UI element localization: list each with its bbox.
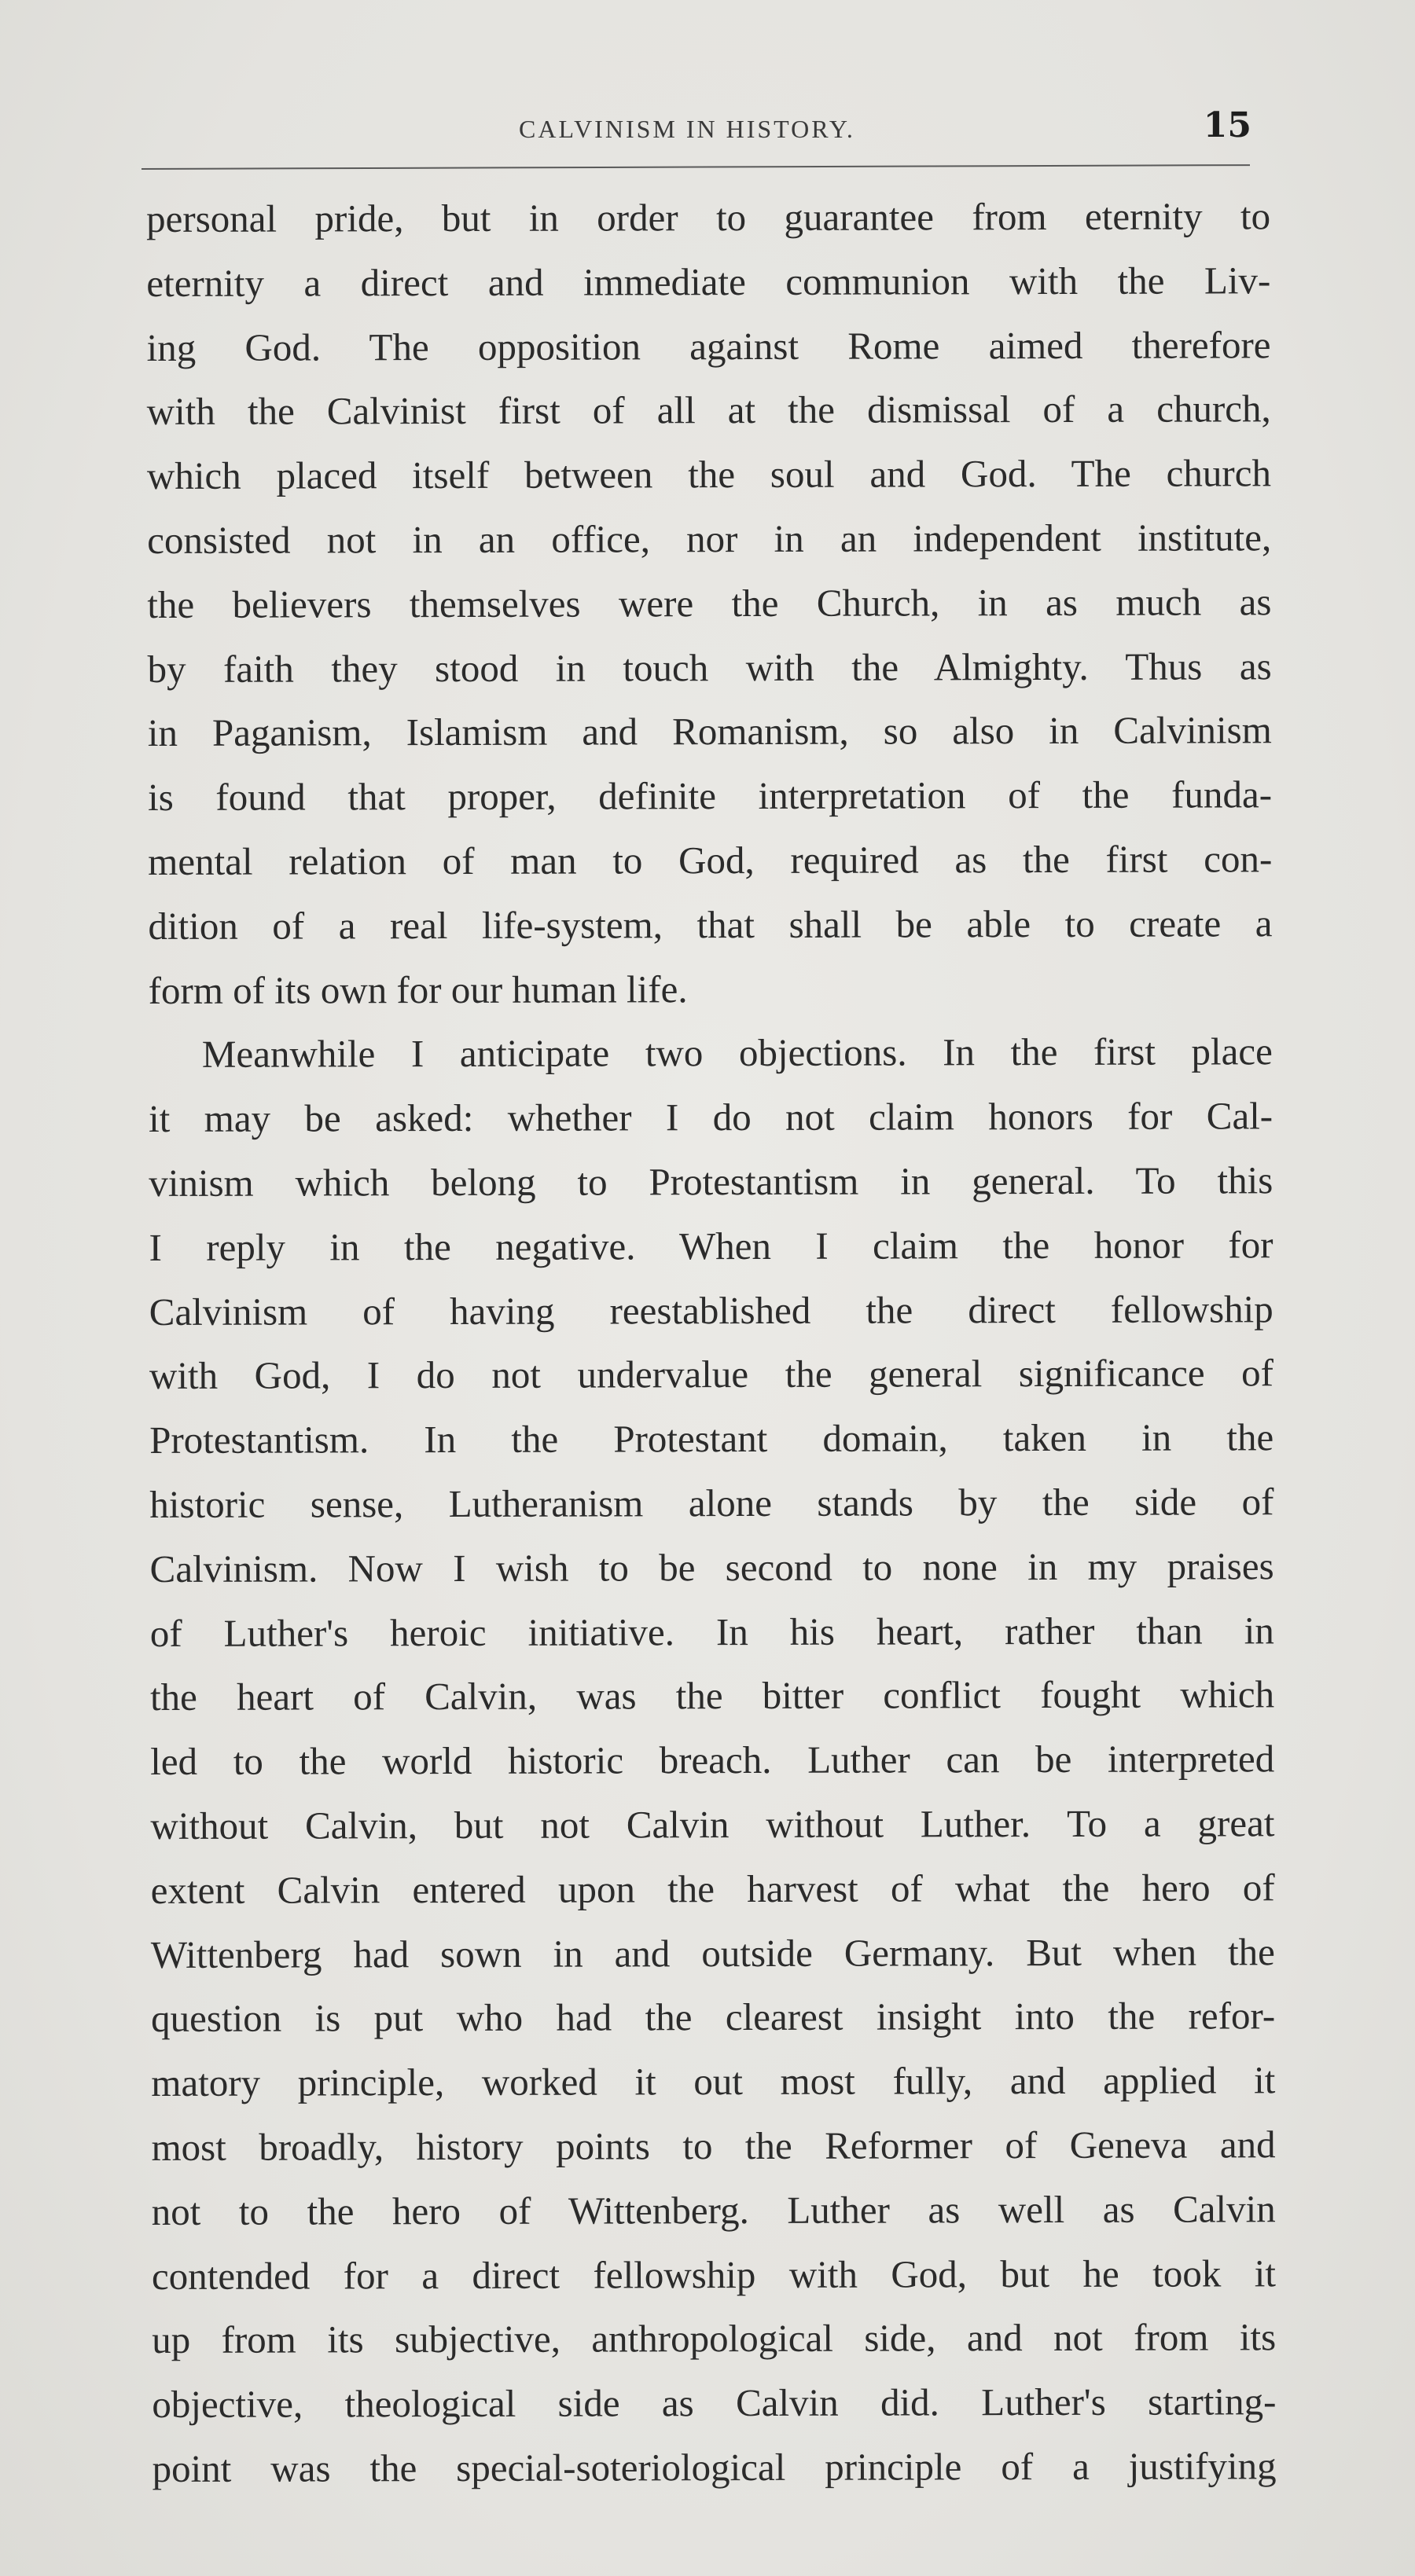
text-line: Calvinism of having reestablished the direct fellowship	[149, 1286, 1274, 1334]
text-line: contended for a direct fellowship with God, but he took it	[151, 2251, 1277, 2298]
text-line: not to the hero of Wittenberg. Luther as well as Calvin	[151, 2186, 1276, 2233]
text-line: is found that proper, definite interpretation of the funda-	[147, 772, 1273, 820]
body-text	[146, 184, 1277, 2501]
text-line: dition of a real life-system, that shall be able to create a	[148, 901, 1273, 948]
text-line: personal pride, but in order to guarantee from eternity to	[146, 194, 1271, 240]
text-line: vinism which belong to Protestantism in general. To this	[149, 1158, 1274, 1205]
text-line: Protestantism. In the Protestant domain, taken in the	[149, 1415, 1274, 1462]
text-line: the believers themselves were the Church, in as much as	[147, 580, 1272, 626]
text-line: up from its subjective, anthropological side, and not from its	[152, 2315, 1277, 2362]
header-rule	[142, 164, 1250, 170]
text-line: ing God. The opposition against Rome aimed therefore	[146, 322, 1271, 369]
text-line: with the Calvinist first of all at the dismissal of a church,	[146, 387, 1271, 434]
text-line: led to the world historic breach. Luther can be interpreted	[150, 1737, 1275, 1784]
text-line: question is put who had the clearest insight into the refor-	[151, 1994, 1276, 2041]
paragraph-start-line: Meanwhile I anticipate two objections. In the first place	[201, 1029, 1273, 1077]
text-line: it may be asked: whether I do not claim honors for Cal-	[149, 1094, 1274, 1141]
paragraph-end-line: form of its own for our human life.	[148, 967, 688, 1012]
text-line: the heart of Calvin, was the bitter conflict fought which	[149, 1672, 1275, 1719]
text-line: most broadly, history points to the Reformer of Geneva and	[151, 2123, 1276, 2169]
text-line: objective, theological side as Calvin did. Luther's starting-	[152, 2380, 1277, 2427]
text-line: Calvinism. Now I wish to be second to none in my praises	[149, 1543, 1274, 1591]
text-line: by faith they stood in touch with the Almighty. Thus as	[147, 644, 1272, 691]
text-line: point was the special-soteriological principle of a justifying	[152, 2444, 1277, 2490]
text-line: consisted not in an office, nor in an independent institute,	[147, 516, 1272, 562]
text-line: historic sense, Lutheranism alone stands by the side of	[149, 1480, 1274, 1526]
text-line: with God, I do not undervalue the general significance of	[149, 1351, 1274, 1398]
running-head-title: CALVINISM IN HISTORY.	[519, 115, 855, 143]
running-head	[142, 107, 1258, 154]
text-line: I reply in the negative. When I claim the honor for	[149, 1223, 1274, 1269]
text-line: of Luther's heroic initiative. In his heart, rather than in	[149, 1608, 1274, 1655]
text-line: extent Calvin entered upon the harvest of what the hero of	[150, 1865, 1275, 1912]
text-line: which placed itself between the soul and God. The church	[146, 451, 1272, 498]
text-line: matory principle, worked it out most fully, and applied it	[151, 2058, 1276, 2105]
text-line: mental relation of man to God, required as the first con-	[148, 837, 1273, 883]
text-line: without Calvin, but not Calvin without Luther. To a great	[150, 1801, 1275, 1848]
text-line: eternity a direct and immediate communion with the Liv-	[146, 259, 1271, 305]
text-line: Wittenberg had sown in and outside Germany. But when the	[150, 1929, 1275, 1976]
text-line: in Paganism, Islamism and Romanism, so also in Calvinism	[147, 708, 1272, 755]
page-number: 15	[1203, 105, 1251, 145]
